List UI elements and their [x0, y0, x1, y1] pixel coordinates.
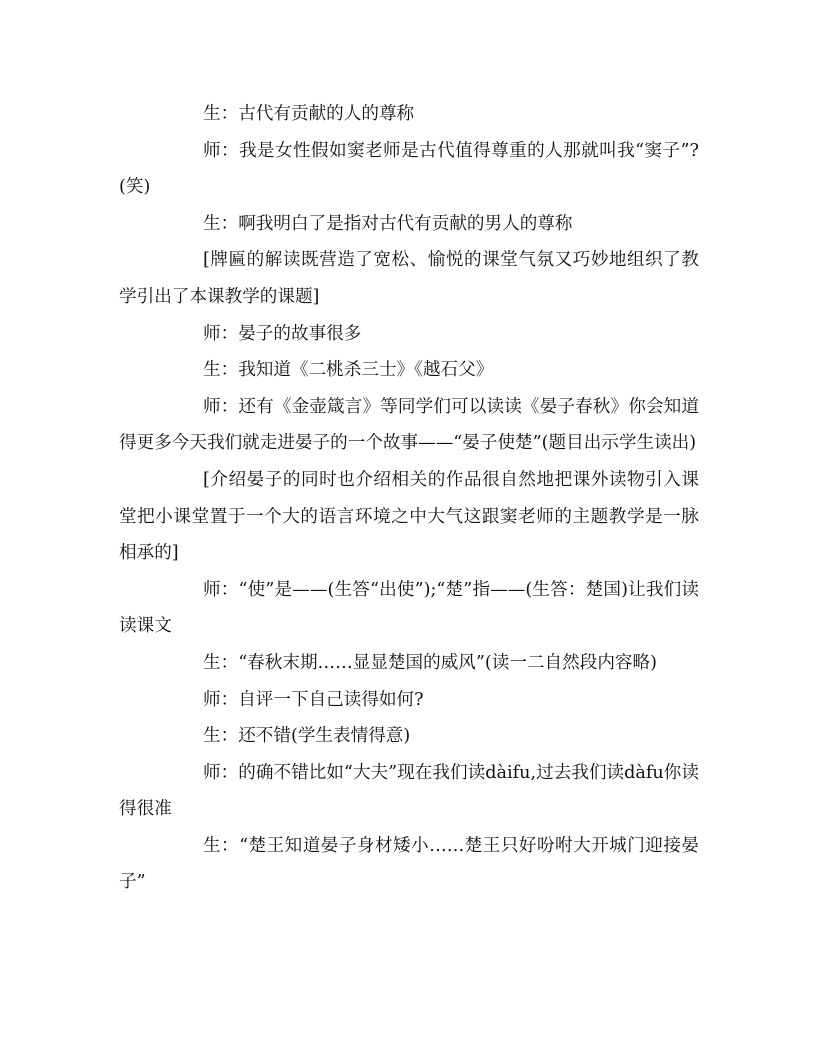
annotation-paragraph: [牌匾的解读既营造了宽松、愉悦的课堂气氛又巧妙地组织了教学引出了本课教学的课题] — [119, 250, 699, 307]
paragraph: 生：古代有贡献的人的尊称 — [203, 104, 415, 124]
paragraph: 师：“使”是——(生答“出使”);“楚”指——(生答：楚国)让我们读读课文 — [119, 579, 699, 637]
paragraph: 师：晏子的故事很多 — [203, 323, 362, 344]
paragraph: 生：“春秋末期……显显楚国的威风”(读一二自然段内容略) — [203, 652, 657, 673]
paragraph: 生：还不错(学生表情得意) — [203, 726, 411, 747]
paragraph: 师：我是女性假如窦老师是古代值得尊重的人那就叫我“窦子”?(笑) — [119, 140, 699, 198]
paragraph: 生：“楚王知道晏子身材矮小……楚王只好吩咐大开城门迎接晏子” — [119, 835, 699, 893]
paragraph: 师：的确不错比如“大夫”现在我们读dàifu,过去我们读dàfu你读得很准 — [119, 762, 699, 820]
paragraph: 师：还有《金壶箴言》等同学们可以读读《晏子春秋》你会知道得更多今天我们就走进晏子的一个故事——“晏子使楚”(题目出示学生读出) — [119, 396, 699, 454]
annotation-paragraph: [介绍晏子的同时也介绍相关的作品很自然地把课外读物引入课堂把小课堂置于一个大的语言环境之中大气这跟窦老师的主题教学是一脉相承的] — [119, 469, 699, 564]
paragraph: 生：啊我明白了是指对古代有贡献的男人的尊称 — [203, 213, 573, 234]
paragraph: 师：自评一下自己读得如何? — [203, 689, 424, 710]
document-body — [119, 96, 699, 901]
paragraph: 生：我知道《二桃杀三士》《越石父》 — [203, 360, 494, 381]
